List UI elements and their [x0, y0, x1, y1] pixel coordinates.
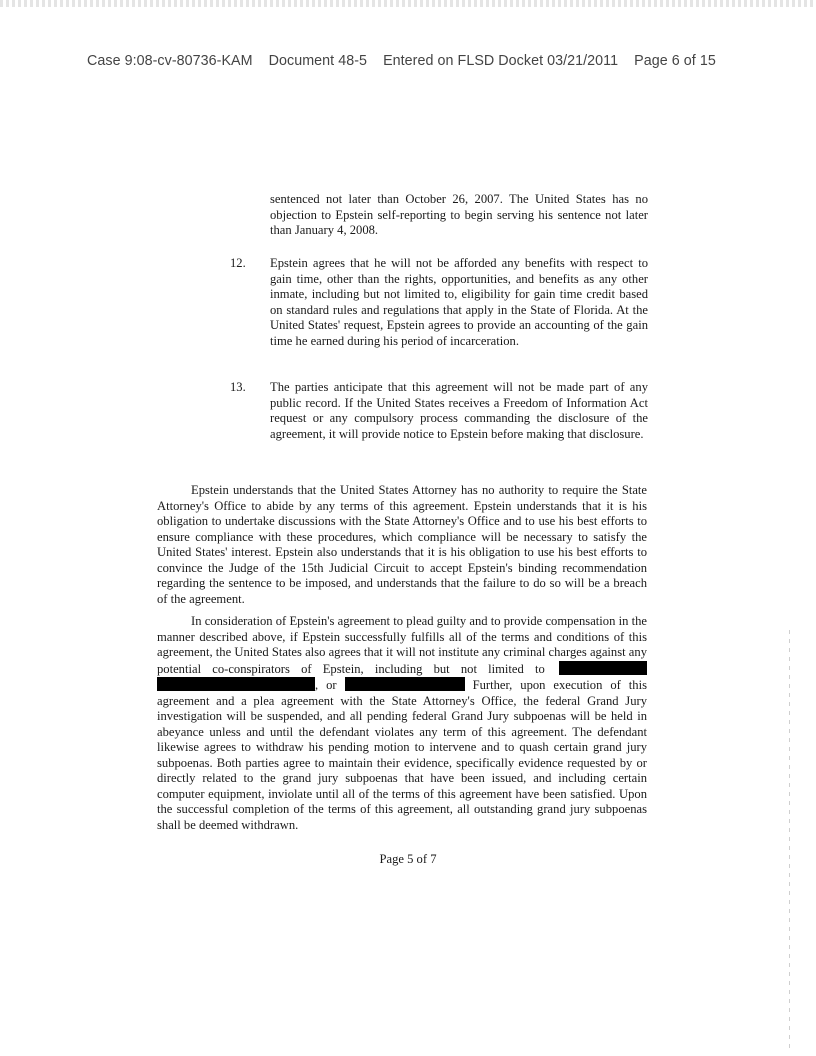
court-filing-header	[87, 53, 767, 69]
document-number: Document 48-5	[268, 53, 368, 69]
body-paragraph: Epstein understands that the United States Attorney has no authority to require the State Attorney's Office to abide by any terms of this agreement. Epstein understands that it is his obligation to undertake discussions with the State Attorney's Office and to use his best efforts to ensure compliance with these procedures, which compliance will be necessary to satisfy the United States' interest. Epstein also understands that it is his obligation to use his best efforts to convince the Judge of the 15th Judicial Circuit to accept Epstein's binding recommendation regarding the sentence to be imposed, and understands that the failure to do so will be a breach of the agreement.	[157, 483, 647, 606]
scan-edge-artifact-right	[789, 630, 790, 1050]
scan-edge-artifact	[0, 0, 816, 7]
item-text: The parties anticipate that this agreement will not be made part of any public record. If the United States receives a Freedom of Information Act request or any compulsory process commanding the disclosure of the agreement, it will provide notice to Epstein before making that disclosure.	[270, 380, 648, 441]
item-text: Epstein agrees that he will not be afforded any benefits with respect to gain time, other than the rights, opportunities, and benefits as any other inmate, including but not limited to, eligibility for gain time credit based on standard rules and regulations that apply in the State of Florida. At the United States' request, Epstein agrees to provide an accounting of the gain time he earned during his period of incarceration.	[270, 256, 648, 348]
paragraph-text: In consideration of Epstein's agreement to plead guilty and to provide compensation in the manner described above, if Epstein successfully fulfills all of the terms and conditions of this agreement, the United States also agrees that it will not institute any criminal charges against any potential co-conspirators of Epstein, including but not limited to	[157, 614, 647, 676]
case-number: Case 9:08-cv-80736-KAM	[87, 53, 253, 69]
redaction-bar	[559, 661, 647, 675]
item-number: 12.	[230, 256, 246, 270]
redaction-bar	[345, 677, 465, 691]
docket-entry: Entered on FLSD Docket 03/21/2011	[383, 53, 619, 69]
body-paragraph-consideration	[157, 614, 647, 833]
page-number-footer: Page 5 of 7	[379, 852, 437, 866]
item-number: 13.	[230, 380, 246, 394]
paragraph-text: Further, upon execution of this agreement and a plea agreement with the State Attorney's Office, the federal Grand Jury investigation will be suspended, and all pending federal Grand Jury subpoenas will be held in abeyance unless and until the defendant violates any term of this agreement. The defendant likewise agrees to withdraw his pending motion to intervene and to quash certain grand jury subpoenas. Both parties agree to maintain their evidence, specifically evidence requested by or directly related to the grand jury subpoenas that have been issued, and including certain computer equipment, inviolate until all of the terms of this agreement have been satisfied. Upon the successful completion of the terms of this agreement, all outstanding grand jury subpoenas shall be deemed withdrawn.	[157, 678, 648, 832]
filing-page-number: Page 6 of 15	[634, 53, 716, 69]
redaction-bar	[157, 677, 315, 691]
continuation-text: sentenced not later than October 26, 2007. The United States has no objection to Epstein self-reporting to begin serving his sentence not later than January 4, 2008.	[270, 192, 648, 237]
paragraph-text: , or	[315, 678, 337, 692]
